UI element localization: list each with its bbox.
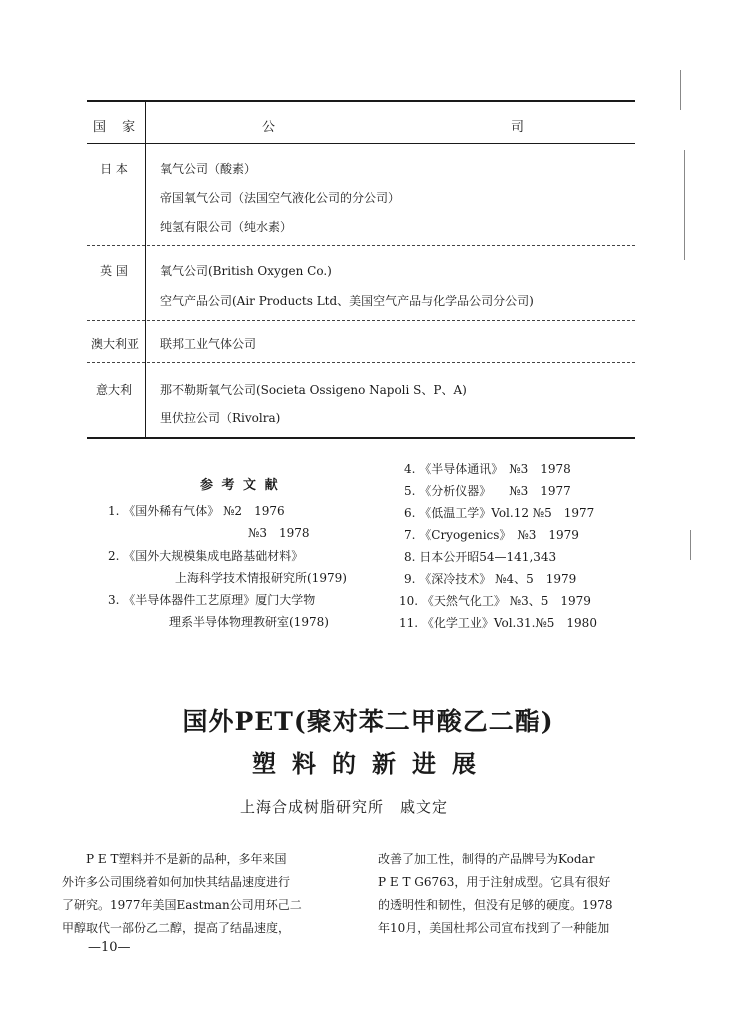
reference-item: 上海科学技术情报研究所(1979) xyxy=(175,571,347,585)
table-row-country: 日 本 xyxy=(100,162,128,176)
reference-item: 7. 《Cryogenics》 №3 1979 xyxy=(404,528,579,542)
table-cell-company: 氧气公司（酸素） xyxy=(160,162,257,176)
reference-item: 11. 《化学工业》Vol.31.№5 1980 xyxy=(399,616,597,630)
body-left-line: 甲醇取代一部份乙二醇，提高了结晶速度， xyxy=(62,921,291,935)
reference-item: 理系半导体物理教研室(1978) xyxy=(169,615,329,629)
article-title-line1: 国外PET(聚对苯二甲酸乙二酯) xyxy=(182,707,554,736)
reference-item: 6. 《低温工学》Vol.12 №5 1977 xyxy=(404,506,595,520)
table-cell-company: 里伏拉公司（Rivolra) xyxy=(160,411,281,425)
body-right-line: 年10月，美国杜邦公司宣布找到了一种能加 xyxy=(378,921,610,935)
reference-item: 4. 《半导体通讯》 №3 1978 xyxy=(404,462,571,476)
article-title-line2: 塑料的新进展 xyxy=(252,749,492,778)
table-cell-company: 帝国氧气公司（法国空气液化公司的分公司） xyxy=(160,191,401,205)
scan-edge-mark xyxy=(690,530,691,560)
table-cell-company: 纯氢有限公司（纯水素） xyxy=(160,220,293,234)
table-cell-company: 联邦工业气体公司 xyxy=(160,337,257,351)
table-row-country: 英 国 xyxy=(100,264,128,278)
table-cell-company: 空气产品公司(Air Products Ltd、美国空气产品与化学品公司分公司) xyxy=(160,294,534,308)
reference-item: 8. 日本公开昭54—141,343 xyxy=(404,550,557,564)
table-row-divider xyxy=(87,320,635,321)
table-cell-company: 那不勒斯氧气公司(Societa Ossigeno Napoli S、P、A) xyxy=(160,383,467,397)
page-number: —10— xyxy=(88,940,131,955)
reference-item: 2. 《国外大规模集成电路基础材料》 xyxy=(108,549,304,563)
table-header-country: 国 家 xyxy=(93,120,142,135)
reference-item: №3 1978 xyxy=(248,526,310,540)
body-right-line: 的透明性和韧性，但没有足够的硬度。1978 xyxy=(378,898,613,912)
reference-item: 3. 《半导体器件工艺原理》厦门大学物 xyxy=(108,593,316,607)
body-left-line: P E T塑料并不是新的品种，多年来国 xyxy=(86,852,287,866)
table-header-rule xyxy=(87,143,635,144)
references-heading: 参 考 文 献 xyxy=(200,478,280,493)
body-left-line: 了研究。1977年美国Eastman公司用环己二 xyxy=(62,898,302,912)
table-header-company-left: 公 xyxy=(262,120,282,135)
table-row-divider xyxy=(87,362,635,363)
table-top-rule xyxy=(87,100,635,102)
reference-item: 10. 《天然气化工》 №3、5 1979 xyxy=(399,594,591,608)
reference-item: 1. 《国外稀有气体》 №2 1976 xyxy=(108,504,285,518)
table-bottom-rule xyxy=(87,437,635,439)
body-right-line: 改善了加工性，制得的产品牌号为Kodar xyxy=(378,852,595,866)
scan-edge-mark xyxy=(684,150,685,260)
body-left-line: 外许多公司围绕着如何加快其结晶速度进行 xyxy=(62,875,291,889)
table-row-country: 澳大利亚 xyxy=(90,337,139,351)
table-cell-company: 氧气公司(British Oxygen Co.) xyxy=(160,264,332,278)
scan-edge-mark xyxy=(680,70,681,110)
table-row-country: 意大利 xyxy=(95,383,132,397)
article-authors: 上海合成树脂研究所 戚文定 xyxy=(240,798,449,816)
table-row-divider xyxy=(87,245,635,246)
body-right-line: P E T G6763，用于注射成型。它具有很好 xyxy=(378,875,611,889)
table-column-divider xyxy=(145,102,146,438)
table-header-company-right: 司 xyxy=(511,120,531,135)
reference-item: 9. 《深冷技术》 №4、5 1979 xyxy=(404,572,577,586)
reference-item: 5. 《分析仪器》 №3 1977 xyxy=(404,484,571,498)
